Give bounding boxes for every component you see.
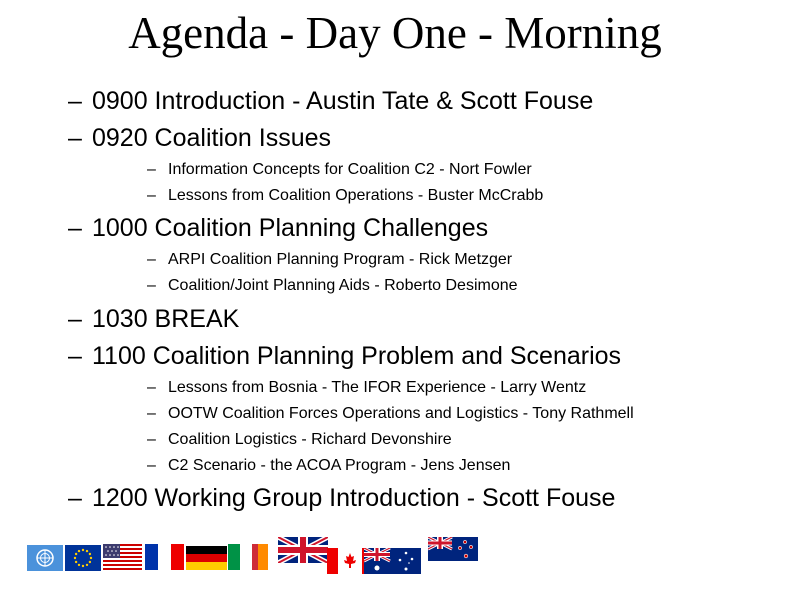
new-zealand-flag-icon — [428, 537, 478, 561]
italy-flag-icon — [228, 544, 264, 570]
agenda-item — [68, 86, 593, 116]
dash-bullet: – — [147, 187, 156, 204]
dash-bullet: – — [147, 277, 156, 294]
ireland-flag-icon — [258, 544, 288, 570]
agenda-subitem — [147, 276, 518, 296]
agenda-item-text: 1000 Coalition Planning Challenges — [92, 214, 489, 242]
agenda-subitem-text: Coalition Logistics - Richard Devonshire — [168, 431, 452, 448]
agenda-item — [68, 123, 331, 153]
un-flag-icon — [27, 545, 63, 571]
germany-flag-icon — [186, 546, 227, 570]
dash-bullet: – — [68, 214, 82, 242]
dash-bullet: – — [147, 405, 156, 422]
agenda-item — [68, 213, 488, 243]
agenda-subitem-text: Coalition/Joint Planning Aids - Roberto Desimone — [168, 277, 518, 294]
agenda-item — [68, 483, 615, 513]
agenda-subitem — [147, 456, 510, 476]
agenda-subitem — [147, 430, 452, 450]
dash-bullet: – — [68, 305, 82, 333]
agenda-subitem-text: OOTW Coalition Forces Operations and Logistics - Tony Rathmell — [168, 405, 634, 422]
agenda-subitem-text: ARPI Coalition Planning Program - Rick Metzger — [168, 251, 513, 268]
agenda-subitem-text: Lessons from Coalition Operations - Buster McCrabb — [168, 187, 544, 204]
dash-bullet: – — [68, 342, 82, 370]
slide-title: Agenda - Day One - Morning — [128, 8, 662, 58]
australia-flag-icon — [364, 548, 421, 574]
agenda-subitem — [147, 404, 634, 424]
agenda-item — [68, 341, 621, 371]
agenda-item-text: 0920 Coalition Issues — [92, 124, 332, 152]
agenda-item-text: 1030 BREAK — [92, 305, 240, 333]
dash-bullet: – — [147, 431, 156, 448]
canada-flag-icon — [327, 548, 373, 574]
dash-bullet: – — [147, 161, 156, 178]
eu-flag-icon — [65, 545, 101, 571]
agenda-subitem-text: C2 Scenario - the ACOA Program - Jens Jensen — [168, 457, 511, 474]
agenda-item-text: 1100 Coalition Planning Problem and Scenarios — [92, 342, 622, 370]
agenda-subitem — [147, 186, 543, 206]
usa-flag-icon — [103, 544, 142, 570]
agenda-item-text: 0900 Introduction - Austin Tate & Scott Fouse — [92, 87, 594, 115]
dash-bullet: – — [147, 251, 156, 268]
dash-bullet: – — [68, 124, 82, 152]
dash-bullet: – — [147, 457, 156, 474]
agenda-item — [68, 304, 239, 334]
agenda-subitem — [147, 378, 586, 398]
agenda-subitem-text: Lessons from Bosnia - The IFOR Experience - Larry Wentz — [168, 379, 587, 396]
agenda-item-text: 1200 Working Group Introduction - Scott Fouse — [92, 484, 616, 512]
agenda-subitem-text: Information Concepts for Coalition C2 - Nort Fowler — [168, 161, 532, 178]
dash-bullet: – — [68, 87, 82, 115]
dash-bullet: – — [68, 484, 82, 512]
uk-flag-icon — [278, 537, 328, 563]
agenda-subitem — [147, 250, 512, 270]
france-flag-icon — [145, 544, 184, 570]
agenda-subitem — [147, 160, 532, 180]
dash-bullet: – — [147, 379, 156, 396]
